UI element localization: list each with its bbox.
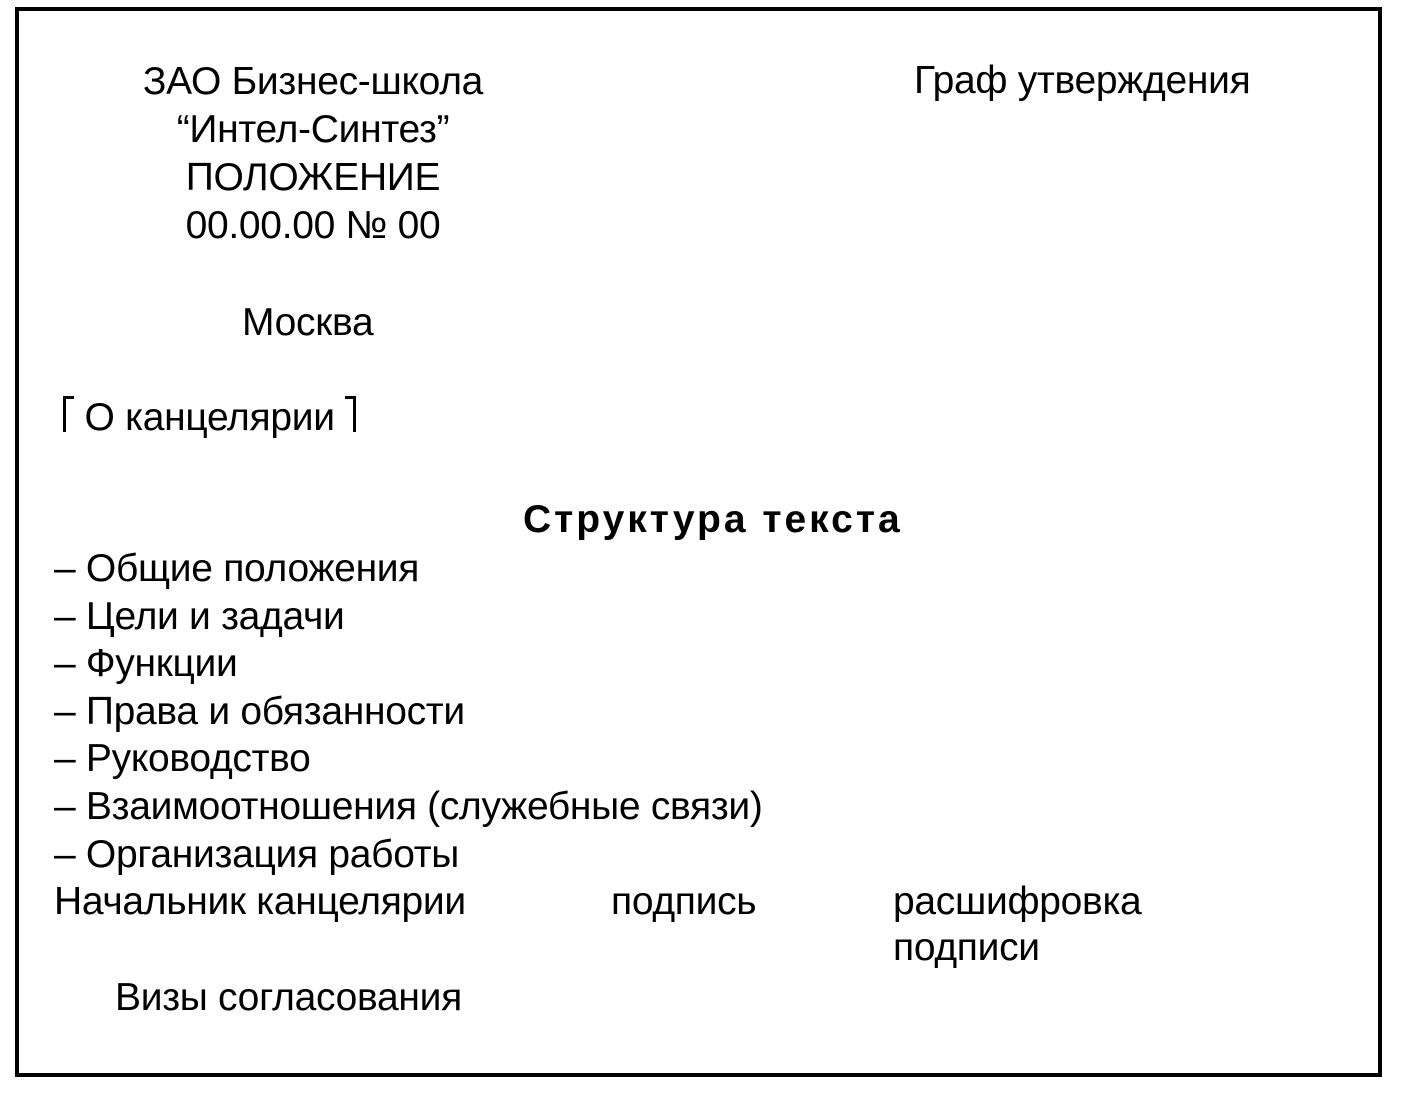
document-title [60,395,359,441]
document-type: ПОЛОЖЕНИЕ [185,156,441,199]
document-header [105,58,521,250]
right-corner-bracket-icon [345,396,359,436]
organization-quoted-name: “Интел-Синтез” [176,108,450,151]
approval-visas-label: Визы согласования [115,976,462,1019]
structure-heading: Структура текста [523,498,903,541]
signatory-position: Начальник канцелярии [54,880,466,923]
signature-decoding-line2: подписи [893,926,1040,969]
list-item: – Функции [54,642,238,686]
list-item: – Права и обязанности [54,689,465,733]
list-item: – Организация работы [54,832,460,876]
structure-list [54,545,763,878]
organization-name: ЗАО Бизнес-школа [142,60,484,103]
list-item: – Общие положения [54,547,420,590]
signature-placeholder: подпись [611,880,757,923]
document-title-text: О канцелярии [84,396,335,439]
signature-decoding-line1: расшифровка [893,880,1142,923]
list-item: – Руководство [54,737,311,781]
approval-stamp-label: Граф утверждения [914,59,1251,102]
left-corner-bracket-icon [60,396,74,436]
document-date-number: 00.00.00 № 00 [185,204,441,247]
list-item: – Цели и задачи [54,594,345,638]
list-item: – Взаимоотношения (служебные связи) [54,784,763,828]
city-label: Москва [242,301,374,344]
